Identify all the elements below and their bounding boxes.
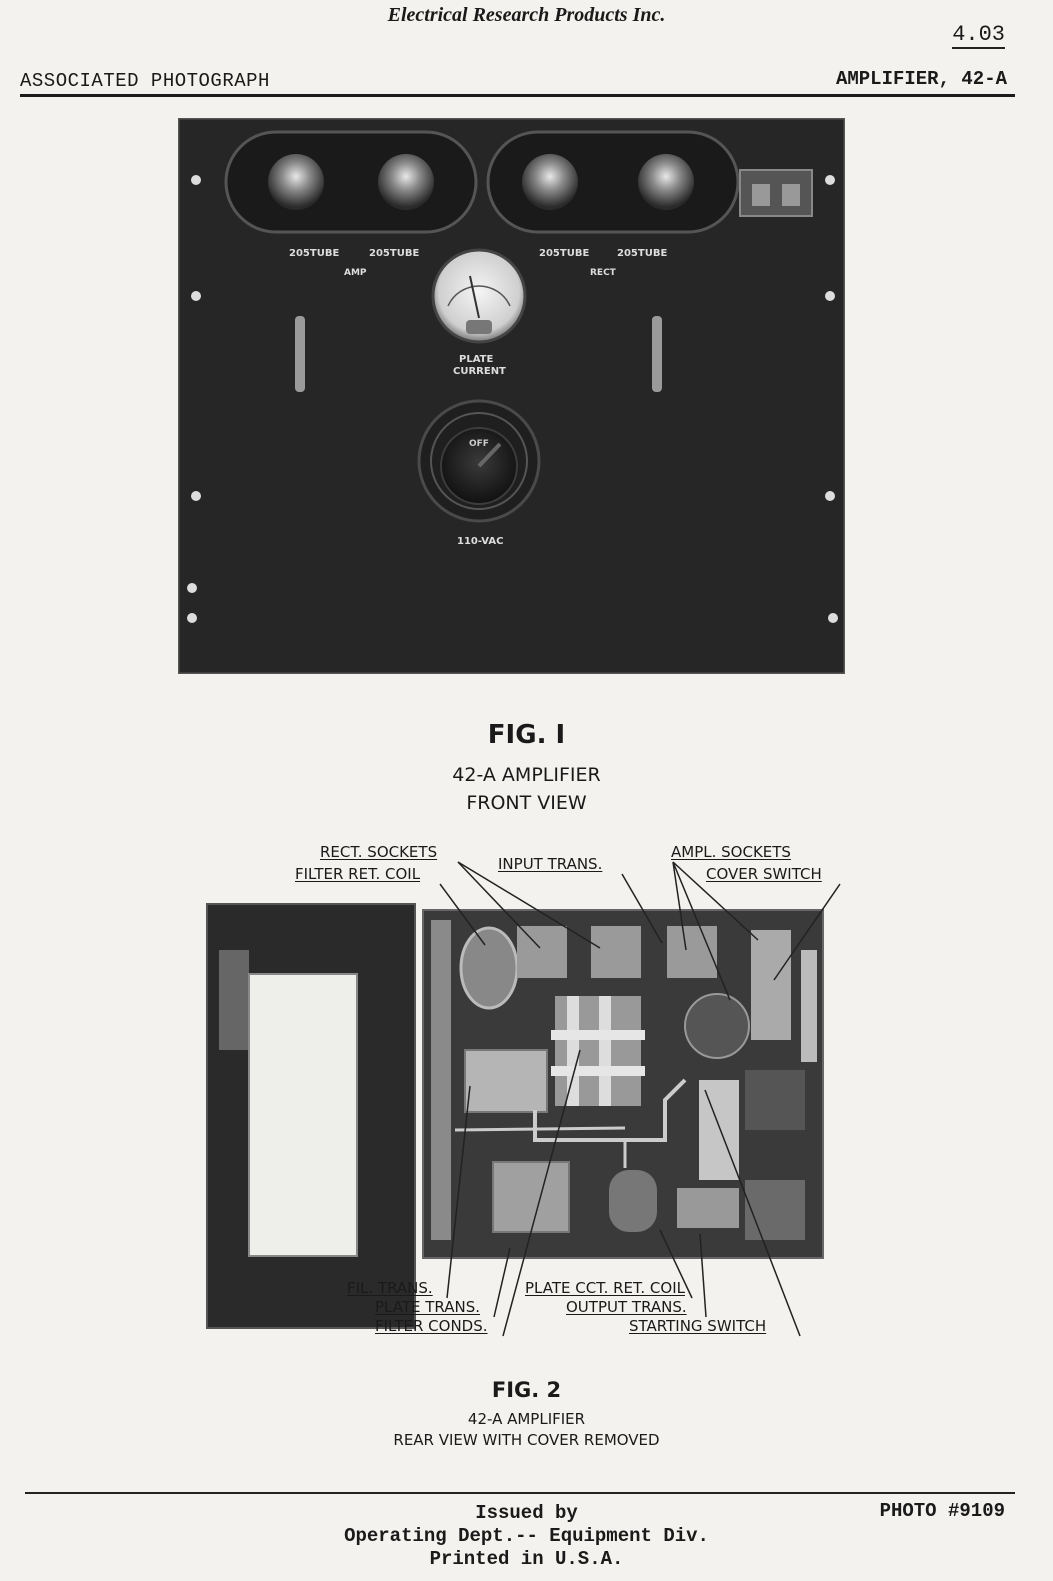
header-equipment-title: AMPLIFIER, 42-A xyxy=(835,68,1007,90)
callout-input-trans: INPUT TRANS. xyxy=(498,855,603,873)
company-name: Electrical Research Products Inc. xyxy=(387,4,666,26)
amp-label: AMP xyxy=(344,268,367,278)
document-number: 4.03 xyxy=(952,22,1005,47)
tube-label-3: 205TUBE xyxy=(539,248,590,259)
fig1-subtitle-2: FRONT VIEW xyxy=(466,792,587,814)
tube-label-4: 205TUBE xyxy=(617,248,668,259)
callout-starting-switch: STARTING SWITCH xyxy=(629,1317,767,1335)
callout-plate-cct-ret-coil: PLATE CCT. RET. COIL xyxy=(525,1279,685,1297)
fig1-subtitle-1: 42-A AMPLIFIER xyxy=(452,764,601,786)
current-label: CURRENT xyxy=(453,366,506,377)
off-label: OFF xyxy=(469,439,489,449)
fig2-title: FIG. 2 xyxy=(491,1378,562,1402)
callout-filter-conds: FILTER CONDS. xyxy=(375,1317,488,1335)
header-section-title: ASSOCIATED PHOTOGRAPH xyxy=(20,70,270,92)
callout-rect-sockets: RECT. SOCKETS xyxy=(320,843,438,861)
plate-label: PLATE xyxy=(459,354,494,365)
fig1-title: FIG. I xyxy=(487,720,566,750)
tube-label-1: 205TUBE xyxy=(289,248,340,259)
fig2-subtitle-1: 42-A AMPLIFIER xyxy=(467,1410,586,1428)
callout-output-trans: OUTPUT TRANS. xyxy=(566,1298,687,1316)
tube-label-2: 205TUBE xyxy=(369,248,420,259)
callout-cover-switch: COVER SWITCH xyxy=(706,865,822,883)
voltage-label: 110-VAC xyxy=(457,536,504,547)
callout-ampl-sockets: AMPL. SOCKETS xyxy=(671,843,791,861)
footer-line-1: Issued by xyxy=(475,1502,578,1524)
callout-fil-trans: FIL. TRANS. xyxy=(347,1279,433,1297)
photo-number: PHOTO #9109 xyxy=(879,1500,1005,1522)
rect-label: RECT xyxy=(590,268,616,278)
footer-line-2: Operating Dept.-- Equipment Div. xyxy=(344,1525,709,1547)
footer-rule xyxy=(25,1492,1015,1494)
fig2-subtitle-2: REAR VIEW WITH COVER REMOVED xyxy=(393,1431,660,1449)
callout-filter-ret-coil: FILTER RET. COIL xyxy=(295,865,421,883)
footer-line-3: Printed in U.S.A. xyxy=(429,1548,624,1570)
callout-plate-trans: PLATE TRANS. xyxy=(375,1298,480,1316)
